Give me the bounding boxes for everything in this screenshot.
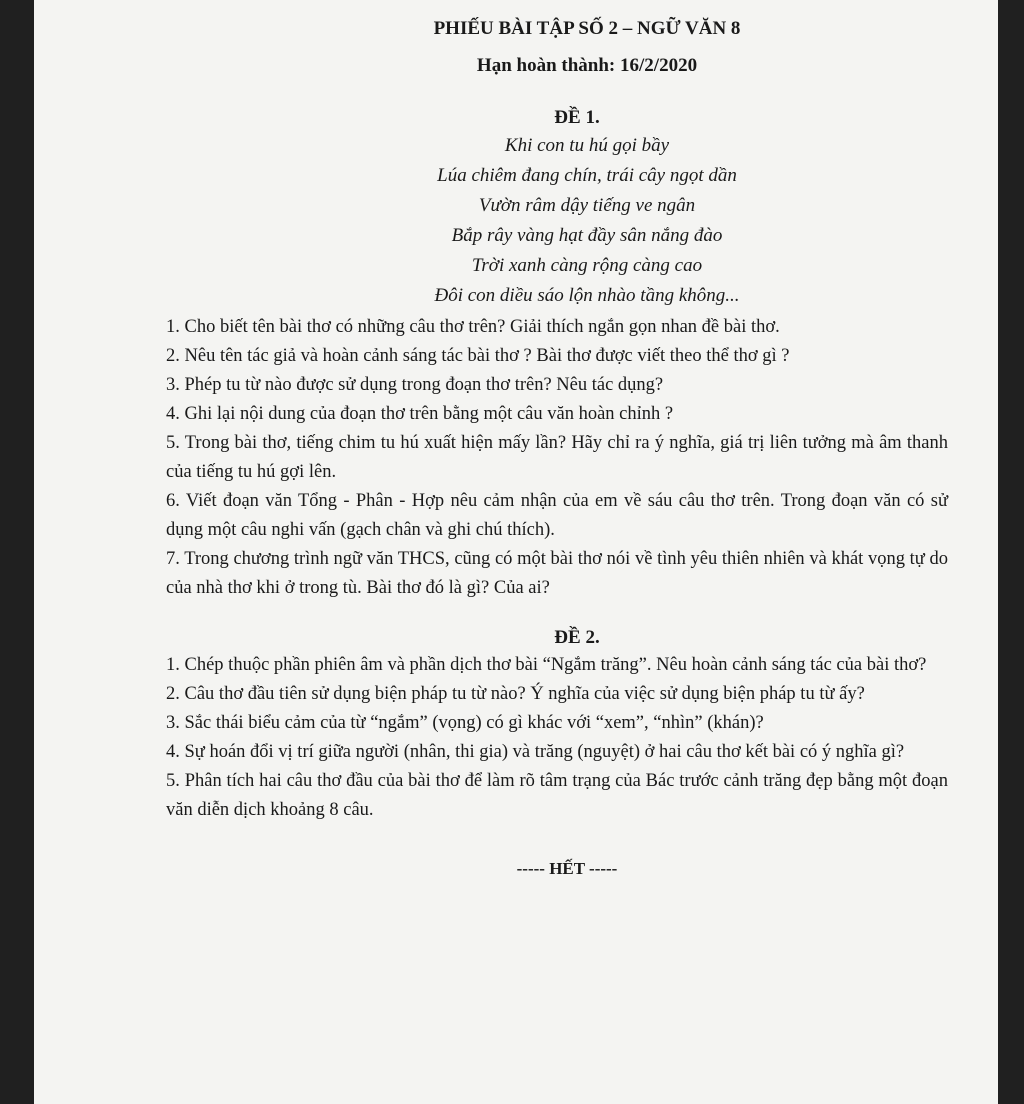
poem-line: Bắp rây vàng hạt đầy sân nắng đào bbox=[451, 225, 723, 246]
poem-line: Lúa chiêm đang chín, trái cây ngọt dần bbox=[437, 165, 737, 186]
question-item: 7. Trong chương trình ngữ văn THCS, cũng có một bài thơ nói về tình yêu thiên nhiên và khát vọng tự do của nhà thơ khi ở trong tù. Bài thơ đó là gì? Của ai? bbox=[166, 549, 948, 598]
poem-line: Đôi con diều sáo lộn nhào tầng không... bbox=[434, 285, 740, 306]
question-item: 6. Viết đoạn văn Tổng - Phân - Hợp nêu cảm nhận của em về sáu câu thơ trên. Trong đoạn văn có sử dụng một câu nghi vấn (gạch chân và ghi chú thích). bbox=[166, 491, 948, 540]
section-2-heading: ĐỀ 2. bbox=[554, 627, 600, 648]
document-content bbox=[166, 14, 948, 879]
section-1-heading: ĐỀ 1. bbox=[554, 107, 600, 128]
question-item: 3. Sắc thái biểu cảm của từ “ngắm” (vọng) có gì khác với “xem”, “nhìn” (khán)? bbox=[166, 713, 764, 733]
question-item: 2. Nêu tên tác giả và hoàn cảnh sáng tác bài thơ ? Bài thơ được viết theo thể thơ gì ? bbox=[166, 346, 790, 366]
question-item: 1. Cho biết tên bài thơ có những câu thơ trên? Giải thích ngắn gọn nhan đề bài thơ. bbox=[166, 317, 780, 337]
section-1-questions bbox=[166, 313, 948, 603]
question-item: 3. Phép tu từ nào được sử dụng trong đoạn thơ trên? Nêu tác dụng? bbox=[166, 375, 664, 395]
poem-line: Khi con tu hú gọi bầy bbox=[504, 135, 670, 156]
document-title: PHIẾU BÀI TẬP SỐ 2 – NGỮ VĂN 8 bbox=[433, 18, 741, 39]
poem-line: Trời xanh càng rộng càng cao bbox=[471, 255, 703, 276]
poem bbox=[166, 131, 948, 311]
deadline: Hạn hoàn thành: 16/2/2020 bbox=[476, 55, 698, 76]
section-2-questions bbox=[166, 651, 948, 825]
question-item: 2. Câu thơ đầu tiên sử dụng biện pháp tu từ nào? Ý nghĩa của việc sử dụng biện pháp tu từ ấy? bbox=[166, 684, 865, 704]
question-item: 4. Sự hoán đổi vị trí giữa người (nhân, thi gia) và trăng (nguyệt) ở hai câu thơ kết bài có ý nghĩa gì? bbox=[166, 742, 905, 762]
document-page bbox=[34, 0, 998, 1104]
question-item: 5. Phân tích hai câu thơ đầu của bài thơ để làm rõ tâm trạng của Bác trước cảnh trăng đẹp bằng một đoạn văn diễn dịch khoảng 8 câu. bbox=[166, 771, 948, 820]
question-item: 5. Trong bài thơ, tiếng chim tu hú xuất hiện mấy lần? Hãy chỉ ra ý nghĩa, giá trị liên tưởng mà âm thanh của tiếng tu hú gợi lên. bbox=[166, 433, 948, 482]
poem-line: Vườn râm dậy tiếng ve ngân bbox=[478, 195, 696, 216]
question-item: 4. Ghi lại nội dung của đoạn thơ trên bằng một câu văn hoàn chỉnh ? bbox=[166, 404, 674, 424]
end-marker: ----- HẾT ----- bbox=[516, 859, 618, 878]
question-item: 1. Chép thuộc phần phiên âm và phần dịch thơ bài “Ngắm trăng”. Nêu hoàn cảnh sáng tác của bài thơ? bbox=[166, 655, 927, 675]
